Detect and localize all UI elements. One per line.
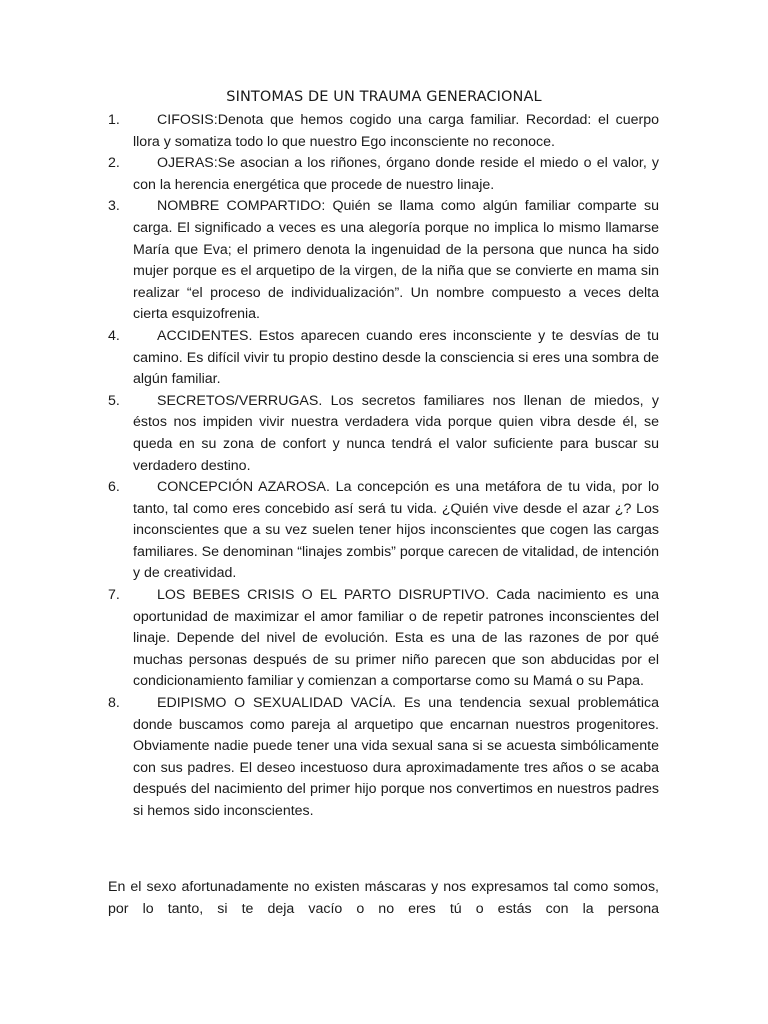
list-item-text: LOS BEBES CRISIS O EL PARTO DISRUPTIVO. Cada nacimiento es una oportunidad de maximizar el amor familiar o de repetir patrones inconscientes del linaje. Depende del nivel de evolución. Esta es una de las razones de por qué muchas personas después de su primer niño parecen que son abducidas por el condicionamiento familiar y comienzan a comportarse como su Mamá o su Papa. [133, 587, 659, 690]
list-item-number: 2. [108, 155, 120, 172]
list-item-number: 3. [108, 198, 120, 215]
list-item [108, 391, 659, 477]
list-item-number: 8. [108, 695, 120, 712]
document-title: SINTOMAS DE UN TRAUMA GENERACIONAL [226, 89, 542, 105]
list-item [108, 693, 659, 823]
list-item-text: NOMBRE COMPARTIDO: Quién se llama como algún familiar comparte su carga. El significado a veces es una alegoría porque no implica lo mismo llamarse María que Eva; el primero denota la ingenuidad de la persona que nunca ha sido mujer porque es el arquetipo de la virgen, de la niña que se convierte en mama sin realizar “el proceso de individualización”. Un nombre compuesto a veces delta cierta esquizofrenia. [133, 198, 659, 323]
list-item-text: CONCEPCIÓN AZAROSA. La concepción es una metáfora de tu vida, por lo tanto, tal como eres concebido así será tu vida. ¿Quién vive desde el azar ¿? Los inconscientes que a su vez suelen tener hijos inconscientes que cogen las cargas familiares. Se denominan “linajes zombis” porque carecen de vitalidad, de intención y de creatividad. [133, 479, 659, 582]
list-item-number: 1. [108, 112, 120, 128]
list-item [108, 326, 659, 391]
list-item [108, 110, 659, 153]
closing-paragraph: En el sexo afortunadamente no existen máscaras y nos expresamos tal como somos, por lo tanto, si te deja vacío o no eres tú o estás con la persona [108, 879, 659, 917]
list-item-number: 7. [108, 587, 120, 604]
list-item-number: 5. [108, 392, 120, 409]
list-item [108, 153, 659, 196]
symptom-list [108, 110, 659, 823]
list-item-text: EDIPISMO O SEXUALIDAD VACÍA. Es una tendencia sexual problemática donde buscamos como pareja al arquetipo que encarnan nuestros progenitores. Obviamente nadie puede tener una vida sexual sana si se acuesta simbólicamente con sus padres. El deseo incestuoso dura aproximadamente tres años o se acaba después del nacimiento del primer hijo porque nos convertimos en nuestros padres si hemos sido inconscientes. [133, 695, 659, 819]
list-item [108, 477, 659, 585]
list-item-text: OJERAS:Se asocian a los riñones, órgano donde reside el miedo o el valor, y con la herencia energética que procede de nuestro linaje. [133, 155, 659, 193]
list-item-text: ACCIDENTES. Estos aparecen cuando eres inconsciente y te desvías de tu camino. Es difícil vivir tu propio destino desde la consciencia si eres una sombra de algún familiar. [133, 327, 659, 388]
list-item-number: 6. [108, 479, 120, 496]
list-item [108, 585, 659, 693]
list-item-text: CIFOSIS:Denota que hemos cogido una carga familiar. Recordad: el cuerpo llora y somatiza todo lo que nuestro Ego inconsciente no reconoce. [133, 112, 659, 150]
list-item-number: 4. [108, 327, 120, 344]
list-item-text: SECRETOS/VERRUGAS. Los secretos familiares nos llenan de miedos, y éstos nos impiden vivir nuestra verdadera vida porque quien vibra desde él, se queda en su zona de confort y nunca tendrá el valor suficiente para buscar su verdadero destino. [133, 392, 659, 474]
list-item [108, 196, 659, 326]
